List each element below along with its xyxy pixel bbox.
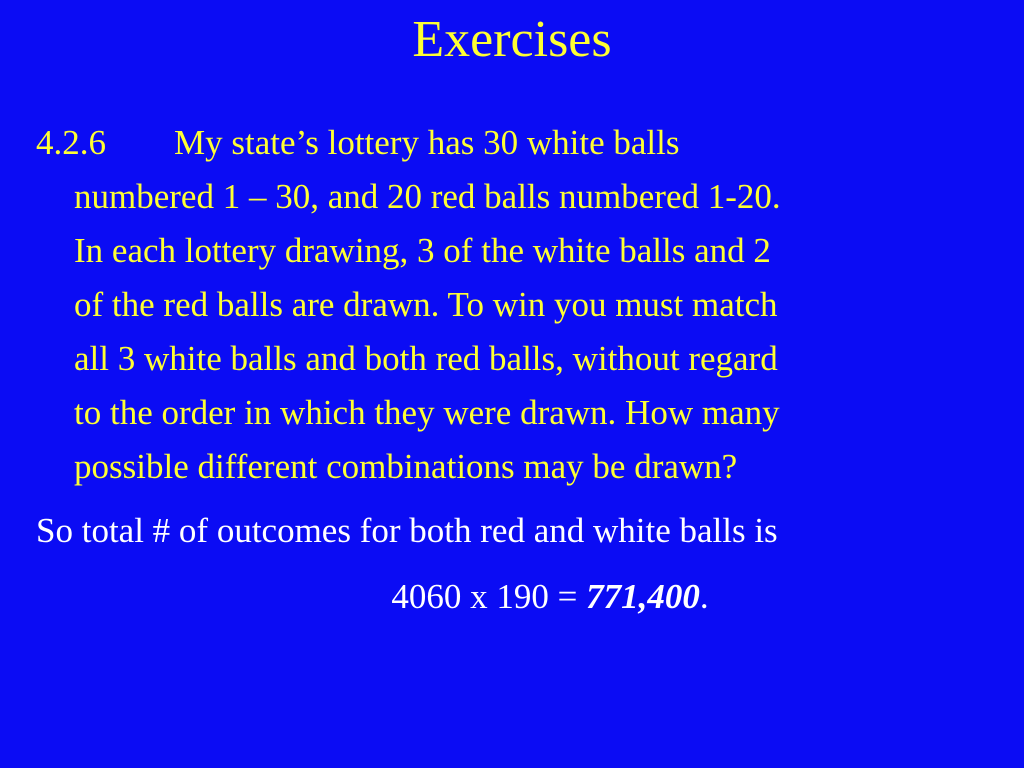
exercise-number: 4.2.6 [36, 123, 106, 162]
exercise-line-1 [36, 116, 996, 170]
exercise-text-line: In each lottery drawing, 3 of the white balls and 2 [74, 231, 771, 270]
exercise-block [36, 116, 996, 494]
summary-statement: So total # of outcomes for both red and white balls is [36, 511, 778, 550]
exercise-text-line: all 3 white balls and both red balls, without regard [74, 339, 778, 378]
result-expression: 4060 x 190 = [391, 577, 587, 616]
exercise-text-line: to the order in which they were drawn. How many [74, 393, 780, 432]
exercise-text-line: possible different combinations may be drawn? [74, 447, 738, 486]
result-answer: 771,400 [586, 577, 700, 616]
exercise-text-line: of the red balls are drawn. To win you must match [74, 285, 778, 324]
slide-title: Exercises [412, 11, 612, 68]
result-line [0, 570, 1024, 624]
exercise-text-line: My state’s lottery has 30 white balls [174, 123, 680, 162]
result-suffix: . [699, 577, 709, 616]
exercise-text-line: numbered 1 – 30, and 20 red balls numbered 1-20. [74, 177, 781, 216]
